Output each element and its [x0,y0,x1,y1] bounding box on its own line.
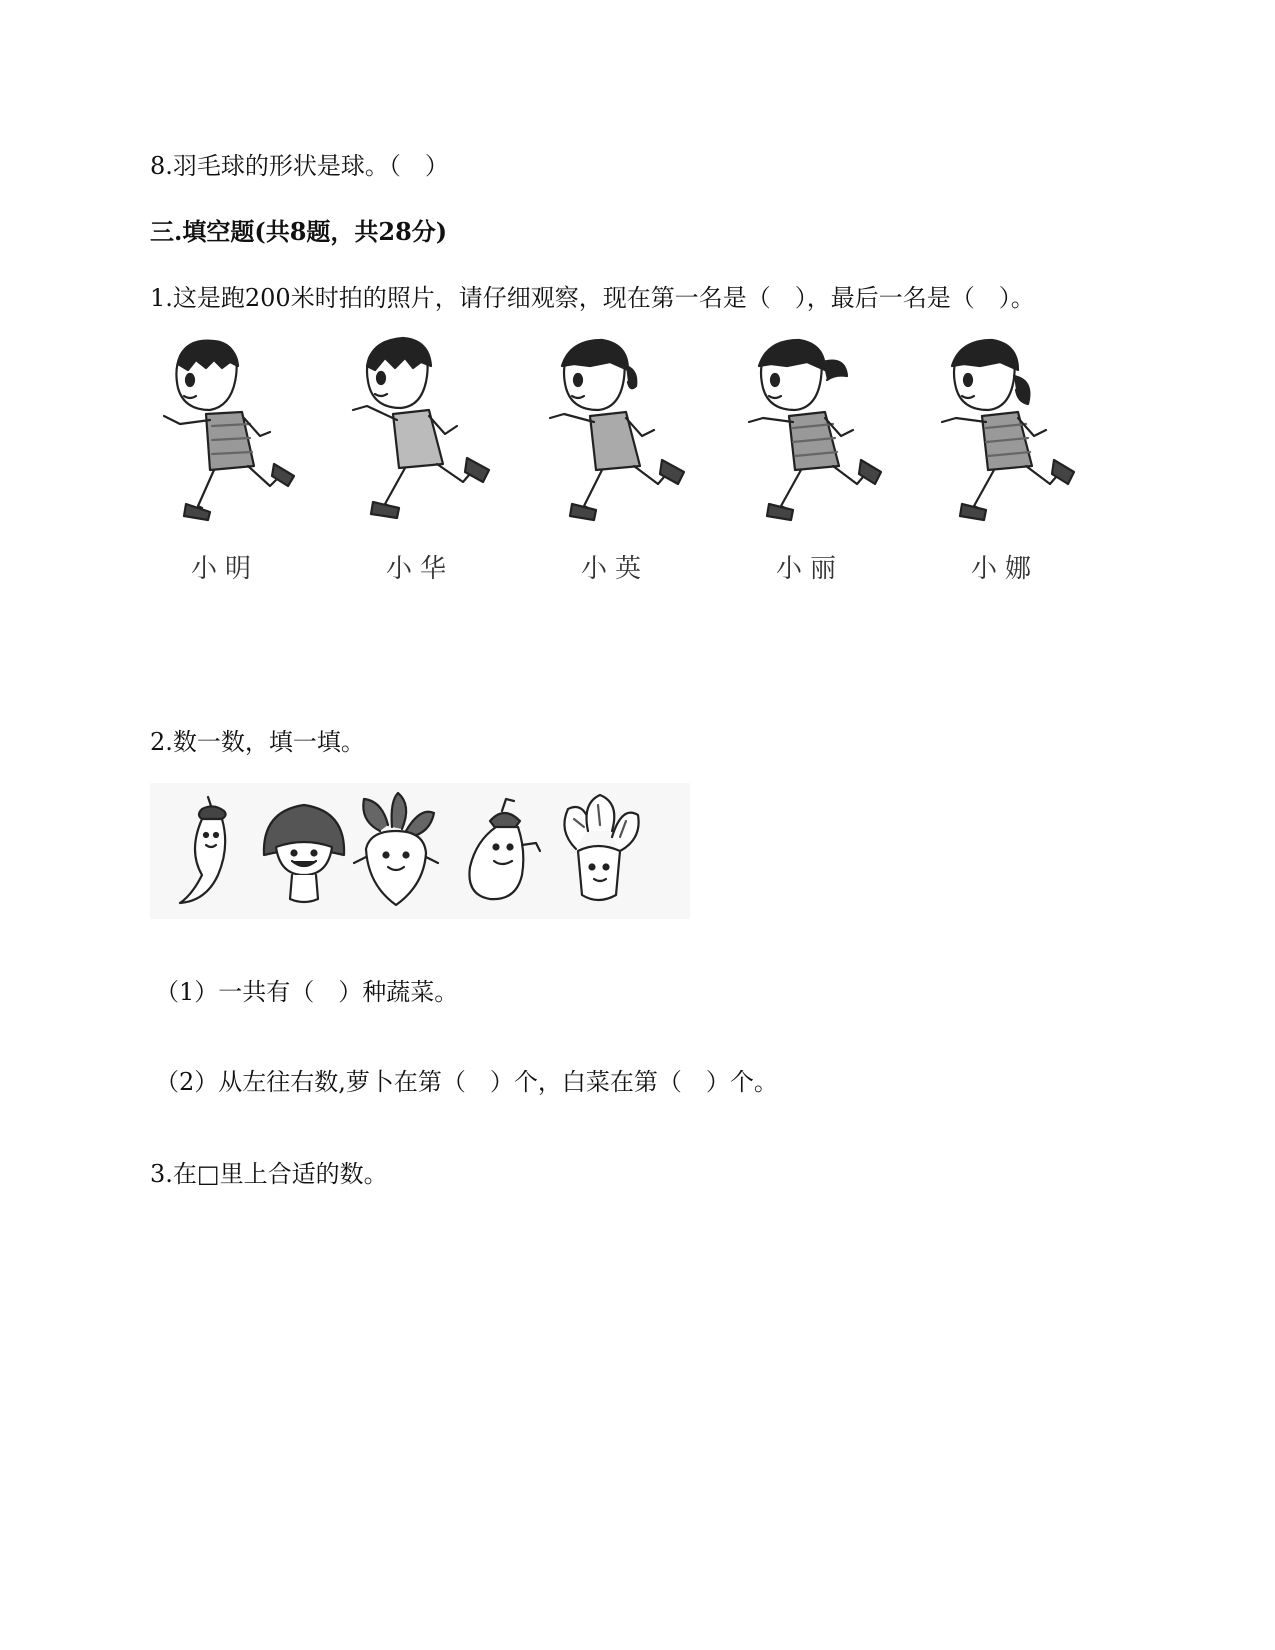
runner-4 [735,336,885,596]
vegetables-illustration [150,783,690,919]
runners-illustration [150,336,1110,596]
runner-girl-icon [540,336,690,546]
section-3-heading: 三.填空题(共8题，共28分) [150,217,448,246]
runner-girl-icon [735,336,885,546]
cabbage-icon [554,791,644,913]
runner-boy-icon [150,336,300,546]
runner-1 [150,336,300,596]
runner-girl-icon [930,336,1080,546]
mushroom-icon [258,791,350,911]
runner-name: 小丽 [775,554,844,584]
question-2: 2.数一数，填一填。 [150,728,365,756]
question-3: 3.在□里上合适的数。 [150,1160,388,1188]
runner-name: 小娜 [970,554,1039,584]
radish-icon [350,791,440,915]
runner-name: 小英 [580,554,649,584]
runner-boy-icon [345,336,495,546]
question-8: 8.羽毛球的形状是球。（ ） [150,152,449,180]
eggplant-icon [456,791,552,911]
question-2-part-1: （1）一共有（ ）种蔬菜。 [155,978,459,1006]
pepper-icon [172,791,246,911]
runner-name: 小华 [385,554,454,584]
runner-5 [930,336,1080,596]
runner-2 [345,336,495,596]
question-1: 1.这是跑200米时拍的照片，请仔细观察，现在第一名是（ ），最后一名是（ ）。 [150,284,1035,312]
runner-name: 小明 [190,554,259,584]
question-2-part-2: （2）从左往右数,萝卜在第（ ）个，白菜在第（ ）个。 [155,1068,778,1096]
runner-3 [540,336,690,596]
